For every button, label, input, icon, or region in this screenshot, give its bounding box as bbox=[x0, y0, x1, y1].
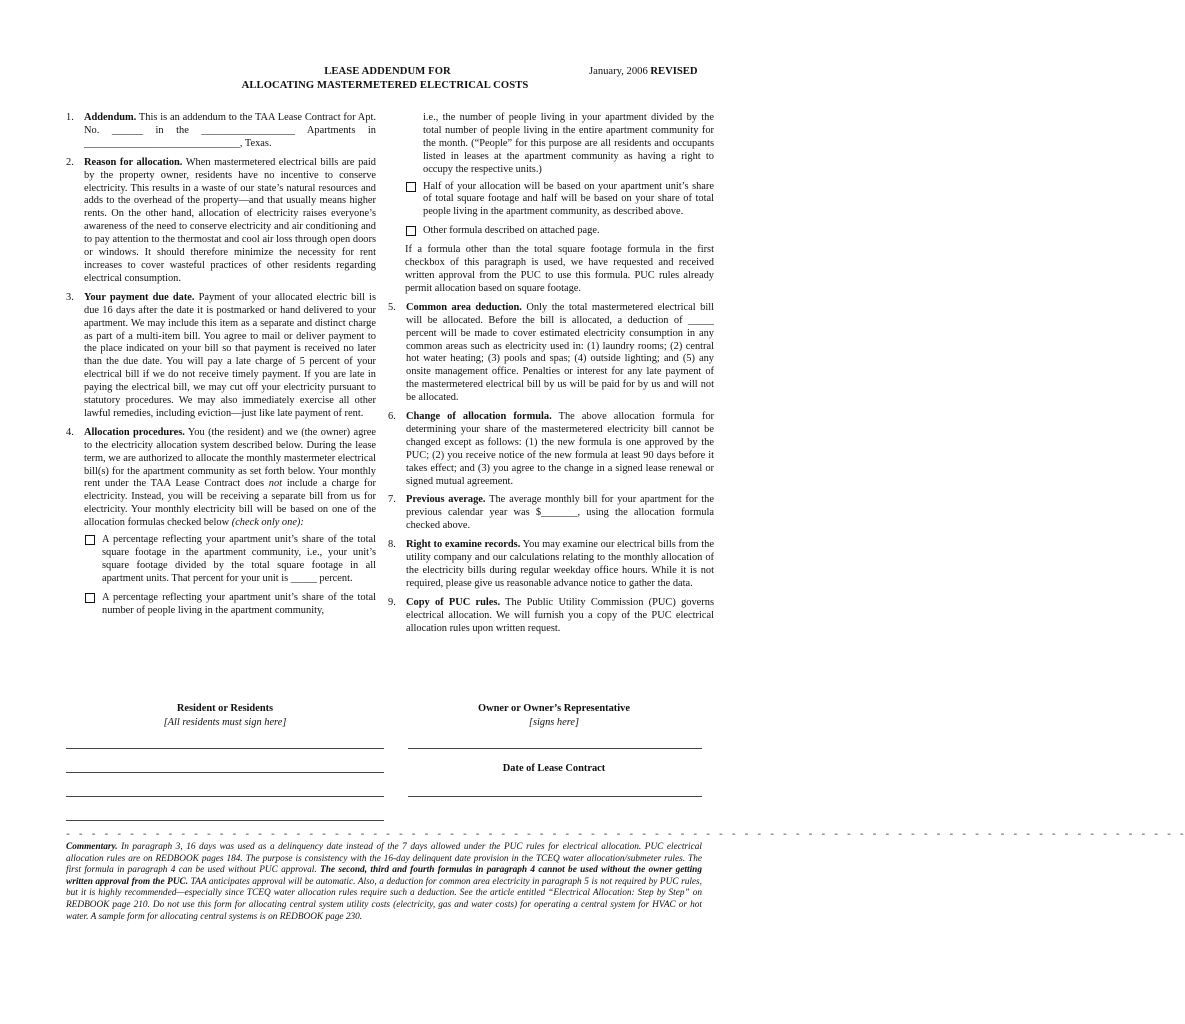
item-heading: Addendum. bbox=[84, 112, 137, 123]
item-reason: 2. Reason for allocation. When mastermetered electrical bills are paid by the property owner, residents have no incentive to conserve electricity. This results in a waste of our state’s natural resources and adds to the overhead of the property—and that usually means higher rents. On the other hand, allocation of electricity raises everyone’s awareness of the need to conserve electricity and air conditioning and to pay attention to the thermostat and cool air loss through open doors or windows. It should therefore minimize the necessity for rent increases to cover wasteful practices of other residents regarding electrical consumption. bbox=[66, 156, 376, 284]
item-previous-average: 7. Previous average. The average monthly bill for your apartment for the previous calendar year was $_______, using the allocation formula checked above. bbox=[388, 494, 714, 532]
formula-approval-note: If a formula other than the total square footage formula in the first checkbox of this paragraph is used, we have requested and received written approval from the PUC to use this formula. PUC rules already permit allocation based on square footage. bbox=[405, 244, 714, 294]
right-column bbox=[388, 112, 714, 642]
item-text: This is an addendum to the TAA Lease Contract for Apt. No. ______ in the __________________ Apartments in ______________________________, Texas. bbox=[84, 112, 376, 149]
date-heading: Date of Lease Contract bbox=[502, 763, 606, 774]
item-text: Only the total mastermetered electrical bill will be allocated. Before the bill is allocated, a deduction of _____ percent will be made to cover estimated electricity consumption in any common areas such as electricity used in: (1) laundry rooms; (2) central hot water heating; (3) pools and spas; (4) outside lighting; and (5) any onsite management office. Penalties or interest for any late payment of the mastermetered electrical bill by us will be paid for by us and will not be allocated. bbox=[406, 301, 714, 404]
resident-signature-line[interactable] bbox=[66, 820, 384, 821]
item-payment-due: 3. Your payment due date. Payment of your allocated electric bill is due 16 days after the date it is postmarked or hand delivered to your apartment. We may include this item as a separate and distinct charge as part of a multi-item bill. You agree to mail or deliver payment to the place indicated on your bill so that payment is received no later than the due date. You will pay a late charge of 5 percent of your electrical bill if we do not receive timely payment. If you are late in paying the electrical bill, we may cut off your electricity pursuant to statutory procedures. We may also immediately exercise all other lawful remedies, including eviction—just like late payment of rent. bbox=[66, 291, 376, 419]
item-heading: Your payment due date. bbox=[84, 291, 195, 303]
date-text: January, 2006 bbox=[589, 66, 648, 77]
item-heading: Reason for allocation. bbox=[84, 156, 183, 168]
lease-date-heading bbox=[406, 762, 702, 776]
option-other-formula[interactable] bbox=[405, 225, 714, 238]
option-square-footage[interactable] bbox=[84, 534, 376, 586]
item-text: The average monthly bill for your apartment for the previous calendar year was $_______, using the allocation formula checked above. bbox=[406, 494, 714, 532]
item-puc-rules: 9. Copy of PUC rules. The Public Utility Commission (PUC) governs electrical allocation. We will furnish you a copy of the PUC electrical allocation rules upon written request. bbox=[388, 596, 714, 634]
item-allocation-procedures: 4. Allocation procedures. You (the resident) and we (the owner) agree to the electricity allocation system described below. During the lease term, we are authorized to allocate the monthly mastermeter electrical bill(s) for the apartment community as set forth below. Your monthly rent under the TAA Lease Contract does not include a charge for electricity. Instead, you will be receiving a separate bill from us for electricity. Your monthly electricity bill will be based on one of the allocation formulas checked below (check only one): bbox=[66, 426, 377, 529]
item-heading: Change of allocation formula. bbox=[406, 411, 552, 423]
item-text: When mastermetered electrical bills are paid by the property owner, residents have no incentive to conserve electricity. This results in a waste of our state’s natural resources and adds to the overhead of the property—and that usually means higher rents. On the other hand, allocation of electricity raises everyone’s awareness of the need to conserve electricity and air conditioning and to pay attention to the thermostat and cool air loss through open doors or windows. It should therefore minimize the necessity for rent increases to cover wasteful practices of other residents regarding electrical consumption. bbox=[84, 156, 376, 284]
option-people-count[interactable] bbox=[84, 592, 376, 618]
left-column bbox=[66, 112, 376, 624]
item-text: The above allocation formula for determining your share of the mastermetered electricity bill cannot be changed except as follows: (1) the new formula is one approved by the PUC; (2) you receive notice of the new formula at least 90 days before it takes effect; and (3) you agree to the change in a signed lease renewal or signed mutual agreement. bbox=[406, 411, 714, 487]
item-text: Payment of your allocated electric bill is due 16 days after the date it is postmarked or hand delivered to your apartment. We may include this item as a separate and distinct charge as part of a multi-item bill. You agree to mail or deliver payment to the place indicated on your bill so that payment is received no later than the due date. You will pay a late charge of 5 percent of your electrical bill if we do not receive timely payment. If you are late in paying the electrical bill, we may cut off your electricity pursuant to statutory procedures. We may also immediately exercise all other lawful remedies, including eviction—just like late payment of rent. bbox=[84, 291, 376, 419]
item-common-area: 5. Common area deduction. Only the total mastermetered electrical bill will be allocated. Before the bill is allocated, a deduction of _____ percent will be made to cover estimated electricity consumption in any common areas such as electricity used in: (1) laundry rooms; (2) central hot water heating; (3) pools and spas; (4) outside lighting; and (5) any onsite management office. Penalties or interest for any late payment of the mastermetered electrical bill by us will be paid for by us and will not be allocated. bbox=[388, 301, 714, 404]
item-heading: Copy of PUC rules. bbox=[406, 596, 501, 608]
resident-signature-line[interactable] bbox=[66, 796, 384, 797]
resident-signature-line[interactable] bbox=[66, 772, 384, 773]
residents-note: [All residents must sign here] bbox=[163, 717, 287, 728]
revision-date bbox=[589, 66, 698, 77]
lease-date-line[interactable] bbox=[408, 796, 702, 797]
item-addendum: 1. Addendum. This is an addendum to the TAA Lease Contract for Apt. No. ______ in the __________________ Apartments in ______________________________, Texas. bbox=[66, 112, 376, 149]
commentary-label: Commentary. bbox=[66, 842, 118, 852]
option-text: A percentage reflecting your apartment unit’s share of the total number of people living in the apartment community, bbox=[102, 591, 376, 616]
item-change-formula: 6. Change of allocation formula. The above allocation formula for determining your share of the mastermetered electricity bill cannot be changed except as follows: (1) the new formula is one approved by the PUC; (2) you receive notice of the new formula at least 90 days before it takes effect; and (3) you agree to the change in a signed lease renewal or signed mutual agreement. bbox=[388, 411, 714, 487]
item-text: You may examine our electrical bills from the utility company and our calculations relating to the monthly allocation of the electricity bills during regular weekday office hours. While it is not required, please give us reasonable advance notice to gather the data. bbox=[406, 539, 714, 589]
commentary: Commentary. In paragraph 3, 16 days was used as a delinquency date instead of the 7 days allowed under the PUC rules for electrical allocation. PUC electrical allocation rules are on REDBOOK pages 184. The purpose is consistency with the 16-day delinquent date provision in the TCEQ water allocation/submeter rules. The first formula in paragraph 4 can be used without PUC approval. The second, third and fourth formulas in paragraph 4 cannot be used without the owner getting written approval from the PUC. TAA anticipates approval will be automatic. Also, a deduction for common area electricity in paragraph 5 is not required by PUC rules, but it is highly recommended—especially since TCEQ water allocation rules require such a deduction. See the article entitled “Electrical Allocation: Step by Step” on REDBOOK page 210. Do not use this form for allocating central system utility costs (electricity, gas and water costs) for operating a central system for HVAC or hot water. A sample form for allocating central systems is on REDBOOK page 230. bbox=[66, 842, 703, 922]
checkbox-half-half[interactable] bbox=[406, 182, 416, 192]
title-line-2: ALLOCATING MASTERMETERED ELECTRICAL COSTS bbox=[241, 80, 529, 91]
item-text: The Public Utility Commission (PUC) governs electrical allocation. We will furnish you a copy of the PUC electrical allocation rules upon written request. bbox=[406, 596, 714, 634]
item-heading: Common area deduction. bbox=[406, 301, 522, 313]
owner-heading: Owner or Owner’s Representative bbox=[478, 703, 630, 714]
option-half-half[interactable] bbox=[405, 181, 714, 220]
owner-signature-line[interactable] bbox=[408, 748, 702, 749]
checkbox-other-formula[interactable] bbox=[406, 226, 416, 236]
cut-line: - - - - - - - - - - - - - - - - - - - - - - - - - - - - - - - - - - - - - - - - - - - - - - - - - - - - - - - - - - - - - - - - - - - - - - - - - - - - - - - - - - - - - - - - bbox=[65, 830, 1185, 841]
revised-label: REVISED bbox=[650, 66, 698, 77]
title-line-1: LEASE ADDENDUM FOR bbox=[324, 66, 451, 77]
checkbox-people-count[interactable] bbox=[85, 593, 95, 603]
item-heading: Right to examine records. bbox=[406, 539, 521, 551]
owner-signature-heading bbox=[406, 702, 702, 730]
item-examine-records: 8. Right to examine records. You may examine our electrical bills from the utility company and our calculations relating to the monthly allocation of the electricity bills during regular weekday office hours. While it is not required, please give us reasonable advance notice to gather the data. bbox=[388, 539, 714, 589]
option-people-continued: i.e., the number of people living in your apartment divided by the total number of people living in the entire apartment community for the month. (“People” for this purpose are all residents and occupants listed in leases at the apartment community as having a right to occupy the respective units.) bbox=[423, 112, 714, 175]
owner-note: [signs here] bbox=[528, 717, 580, 728]
resident-signature-line[interactable] bbox=[66, 748, 384, 749]
residents-heading: Resident or Residents bbox=[176, 703, 274, 714]
checkbox-square-footage[interactable] bbox=[85, 535, 95, 545]
item-heading: Previous average. bbox=[406, 494, 486, 506]
option-text: Other formula described on attached page. bbox=[423, 225, 600, 237]
residents-signature-heading bbox=[66, 702, 384, 730]
option-text: Half of your allocation will be based on your apartment unit’s share of total square footage and half will be based on your share of total people living in the apartment community, as described above. bbox=[423, 180, 714, 218]
document-header bbox=[0, 66, 770, 96]
option-text: A percentage reflecting your apartment unit’s share of the total square footage in the apartment community, i.e., your unit’s square footage divided by the total square footage in all apartment units. That percent for your unit is _____ percent. bbox=[102, 534, 376, 584]
item-heading: Allocation procedures. bbox=[84, 426, 185, 438]
